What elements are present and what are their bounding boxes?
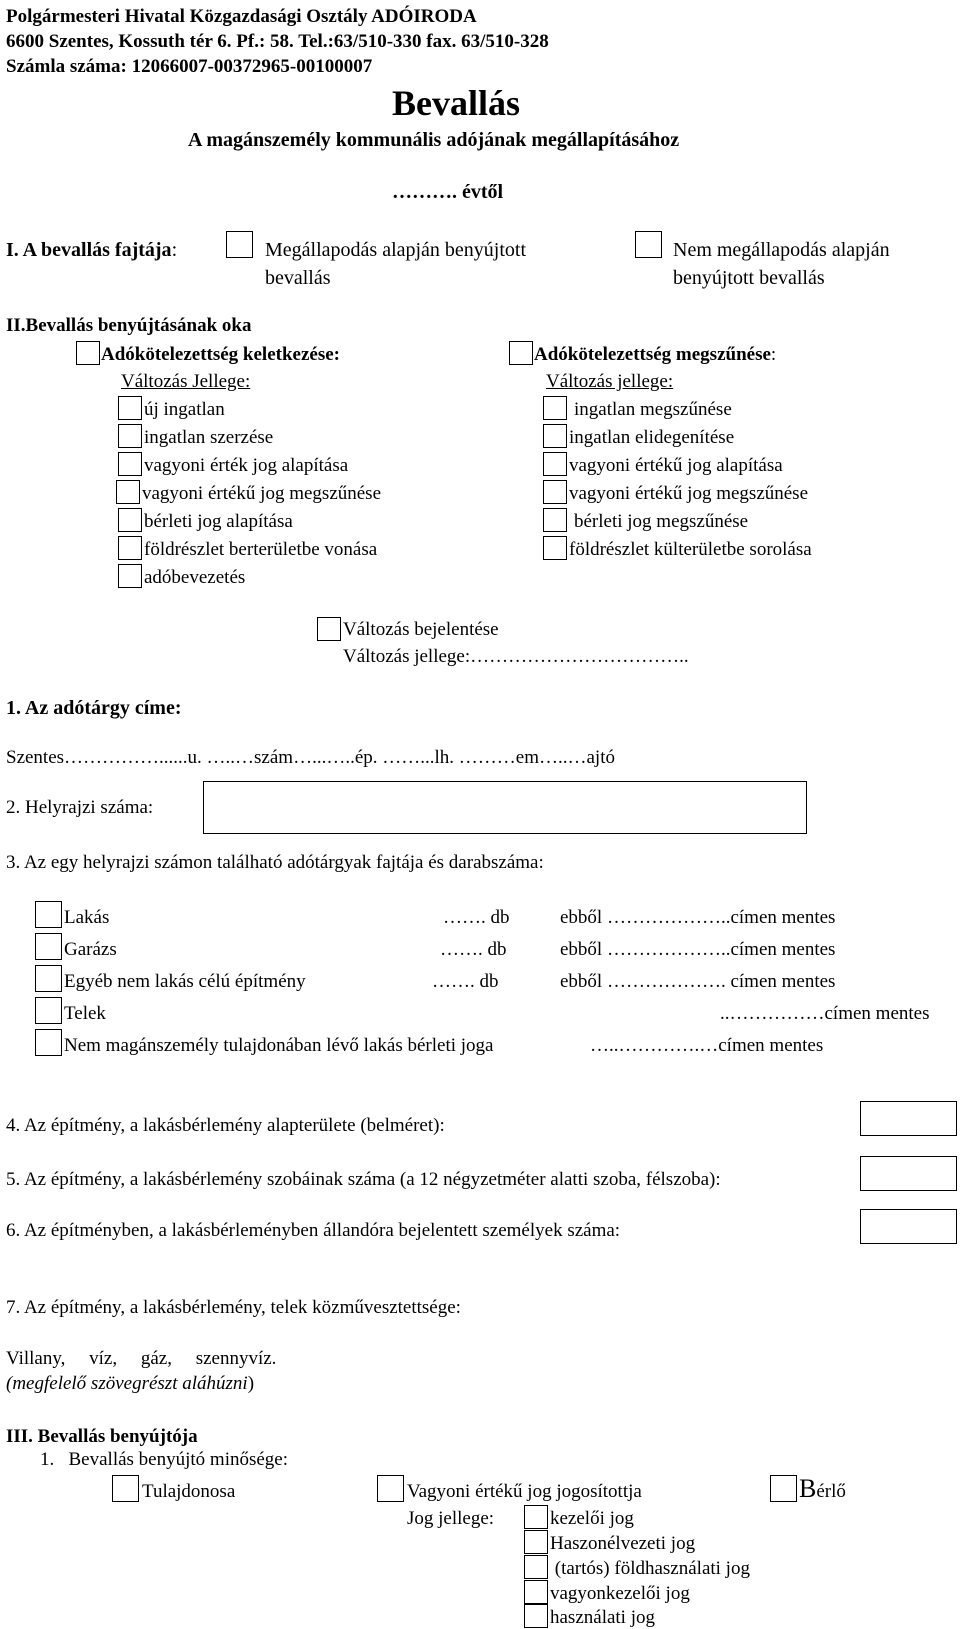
checkbox-right-item[interactable] [543,508,567,532]
obligation-start-sub: Változás Jellege: [121,371,251,392]
checkbox-owner[interactable] [112,1475,139,1502]
item6-label: 6. Az építményben, a lakásbérleményben állandóra bejelentett személyek száma: [6,1220,621,1241]
item3-label: 3. Az egy helyrajzi számon található adótárgyak fajtája és darabszáma: [6,852,544,873]
section3-sub: 1. Bevallás benyújtó minősége: [40,1449,289,1470]
checkbox-left-item[interactable] [116,480,140,504]
item3-row-exempt: ebből ………………. címen mentes [560,971,836,992]
checkbox-left-item[interactable] [118,536,142,560]
left-item-label: vagyoni érték jog alapítása [144,455,349,476]
checkbox-left-item[interactable] [118,452,142,476]
checkbox-right-type[interactable] [524,1604,548,1628]
left-item-label: vagyoni értékű jog megszűnése [142,483,382,504]
checkbox-right-item[interactable] [543,396,567,420]
obligation-start-title: Adókötelezettség keletkezése: [101,344,340,365]
left-item-label: adóbevezetés [144,567,246,588]
obligation-end-title: Adókötelezettség megszűnése: [534,344,777,365]
checkbox-egyeb[interactable] [35,965,62,992]
page-title: Bevallás [392,83,521,123]
right-item-label: ingatlan elidegenítése [569,427,735,448]
item3-row-name: Nem magánszemély tulajdonában lévő lakás bérleti joga [64,1035,494,1056]
room-count-field[interactable] [860,1156,957,1191]
checkbox-left-item[interactable] [118,508,142,532]
left-item-label: földrészlet berterületbe vonása [144,539,378,560]
owner-label: Tulajdonosa [142,1481,236,1502]
right-type-label: Haszonélvezeti jog [550,1533,696,1554]
checkbox-right-item[interactable] [543,536,567,560]
right-item-label: ingatlan megszűnése [574,399,732,420]
checkbox-right-holder[interactable] [377,1475,404,1502]
option-agreement-line1: Megállapodás alapján benyújtott [265,239,527,261]
year-line: ………. évtől [392,181,504,203]
item3-row-count: ……. db [443,907,510,928]
right-type-label: vagyonkezelői jog [550,1583,690,1604]
checkbox-berleti-jog[interactable] [35,1029,62,1056]
right-item-label: vagyoni értékű jog alapítása [569,455,783,476]
left-item-label: új ingatlan [144,399,225,420]
item7-label: 7. Az építmény, a lakásbérlemény, telek közművesztettsége: [6,1297,461,1318]
option-no-agreement-line1: Nem megállapodás alapján [673,239,890,261]
option-agreement-line2: bevallás [265,267,331,289]
item3-row-name: Egyéb nem lakás célú építmény [64,971,306,992]
checkbox-right-type[interactable] [524,1580,548,1604]
tenant-label: Bérlő [799,1474,846,1503]
right-type-label: (tartós) földhasználati jog [550,1558,750,1579]
checkbox-right-type[interactable] [524,1555,548,1579]
item3-row-exempt: …..………….…címen mentes [590,1035,824,1056]
item1-label: 1. Az adótárgy címe: [6,697,182,719]
item3-row-name: Telek [64,1003,106,1024]
item3-row-exempt: ebből ………………..címen mentes [560,907,836,928]
item3-row-exempt: ebből ………………..címen mentes [560,939,836,960]
checkbox-tenant[interactable] [770,1475,797,1502]
item4-label: 4. Az építmény, a lakásbérlemény alapterülete (belméret): [6,1115,445,1136]
page-subtitle: A magánszemély kommunális adójának megállapításához [188,129,680,151]
right-item-label: földrészlet külterületbe sorolása [569,539,812,560]
checkbox-agreement[interactable] [226,231,253,258]
checkbox-obligation-end[interactable] [509,341,533,365]
checkbox-left-item[interactable] [118,564,142,588]
checkbox-lakas[interactable] [35,901,62,928]
right-type-label: használati jog [550,1607,655,1628]
checkbox-obligation-start[interactable] [76,341,100,365]
header-line-1: Polgármesteri Hivatal Közgazdasági Osztály ADÓIRODA [6,6,477,27]
utilities-line: Villany, víz, gáz, szennyvíz. [6,1348,277,1369]
option-no-agreement-line2: benyújtott bevallás [673,267,825,289]
address-line[interactable]: Szentes……………......u. …..…szám…...…..ép. ……...lh. ………em…..…ajtó [6,747,615,768]
checkbox-left-item[interactable] [118,396,142,420]
item3-row-count: ……. db [432,971,499,992]
right-item-label: vagyoni értékű jog megszűnése [569,483,809,504]
parcel-number-field[interactable] [203,781,807,834]
checkbox-right-item[interactable] [543,480,567,504]
header-line-3: Számla száma: 12066007-00372965-00100007 [6,56,373,77]
right-type-label: kezelői jog [550,1508,634,1529]
checkbox-right-item[interactable] [543,424,567,448]
item3-row-name: Lakás [64,907,110,928]
checkbox-garazs[interactable] [35,933,62,960]
section3-title: III. Bevallás benyújtója [6,1426,198,1447]
header-line-2: 6600 Szentes, Kossuth tér 6. Pf.: 58. Tel.:63/510-330 fax. 63/510-328 [6,31,549,52]
left-item-label: bérleti jog alapítása [144,511,293,532]
right-holder-label: Vagyoni értékű jog jogosítottja [407,1481,642,1502]
right-item-label: bérleti jog megszűnése [574,511,749,532]
checkbox-right-type[interactable] [524,1530,548,1554]
checkbox-right-item[interactable] [543,452,567,476]
item3-row-count: ……. db [440,939,507,960]
item5-label: 5. Az építmény, a lakásbérlemény szobáinak száma (a 12 négyzetméter alatti szoba, félszoba): [6,1169,721,1190]
item2-label: 2. Helyrajzi száma: [6,797,154,818]
floor-area-field[interactable] [860,1101,957,1136]
rights-label: Jog jellege: [407,1508,495,1529]
checkbox-change-report[interactable] [317,617,341,641]
left-item-label: ingatlan szerzése [144,427,274,448]
checkbox-no-agreement[interactable] [635,231,662,258]
checkbox-telek[interactable] [35,997,62,1024]
utilities-note: (megfelelő szövegrészt aláhúzni) [6,1373,255,1394]
item3-row-exempt: ..……………címen mentes [720,1003,930,1024]
section2-title: II.Bevallás benyújtásának oka [6,315,252,336]
change-report-label: Változás bejelentése [343,619,499,640]
obligation-end-sub: Változás jellege: [546,371,674,392]
checkbox-left-item[interactable] [118,424,142,448]
section1-label: I. A bevallás fajtája: [6,239,178,261]
item3-row-name: Garázs [64,939,117,960]
residents-count-field[interactable] [860,1209,957,1244]
change-nature-line: Változás jellege:…………………………….. [343,646,689,667]
checkbox-right-type[interactable] [524,1505,548,1529]
